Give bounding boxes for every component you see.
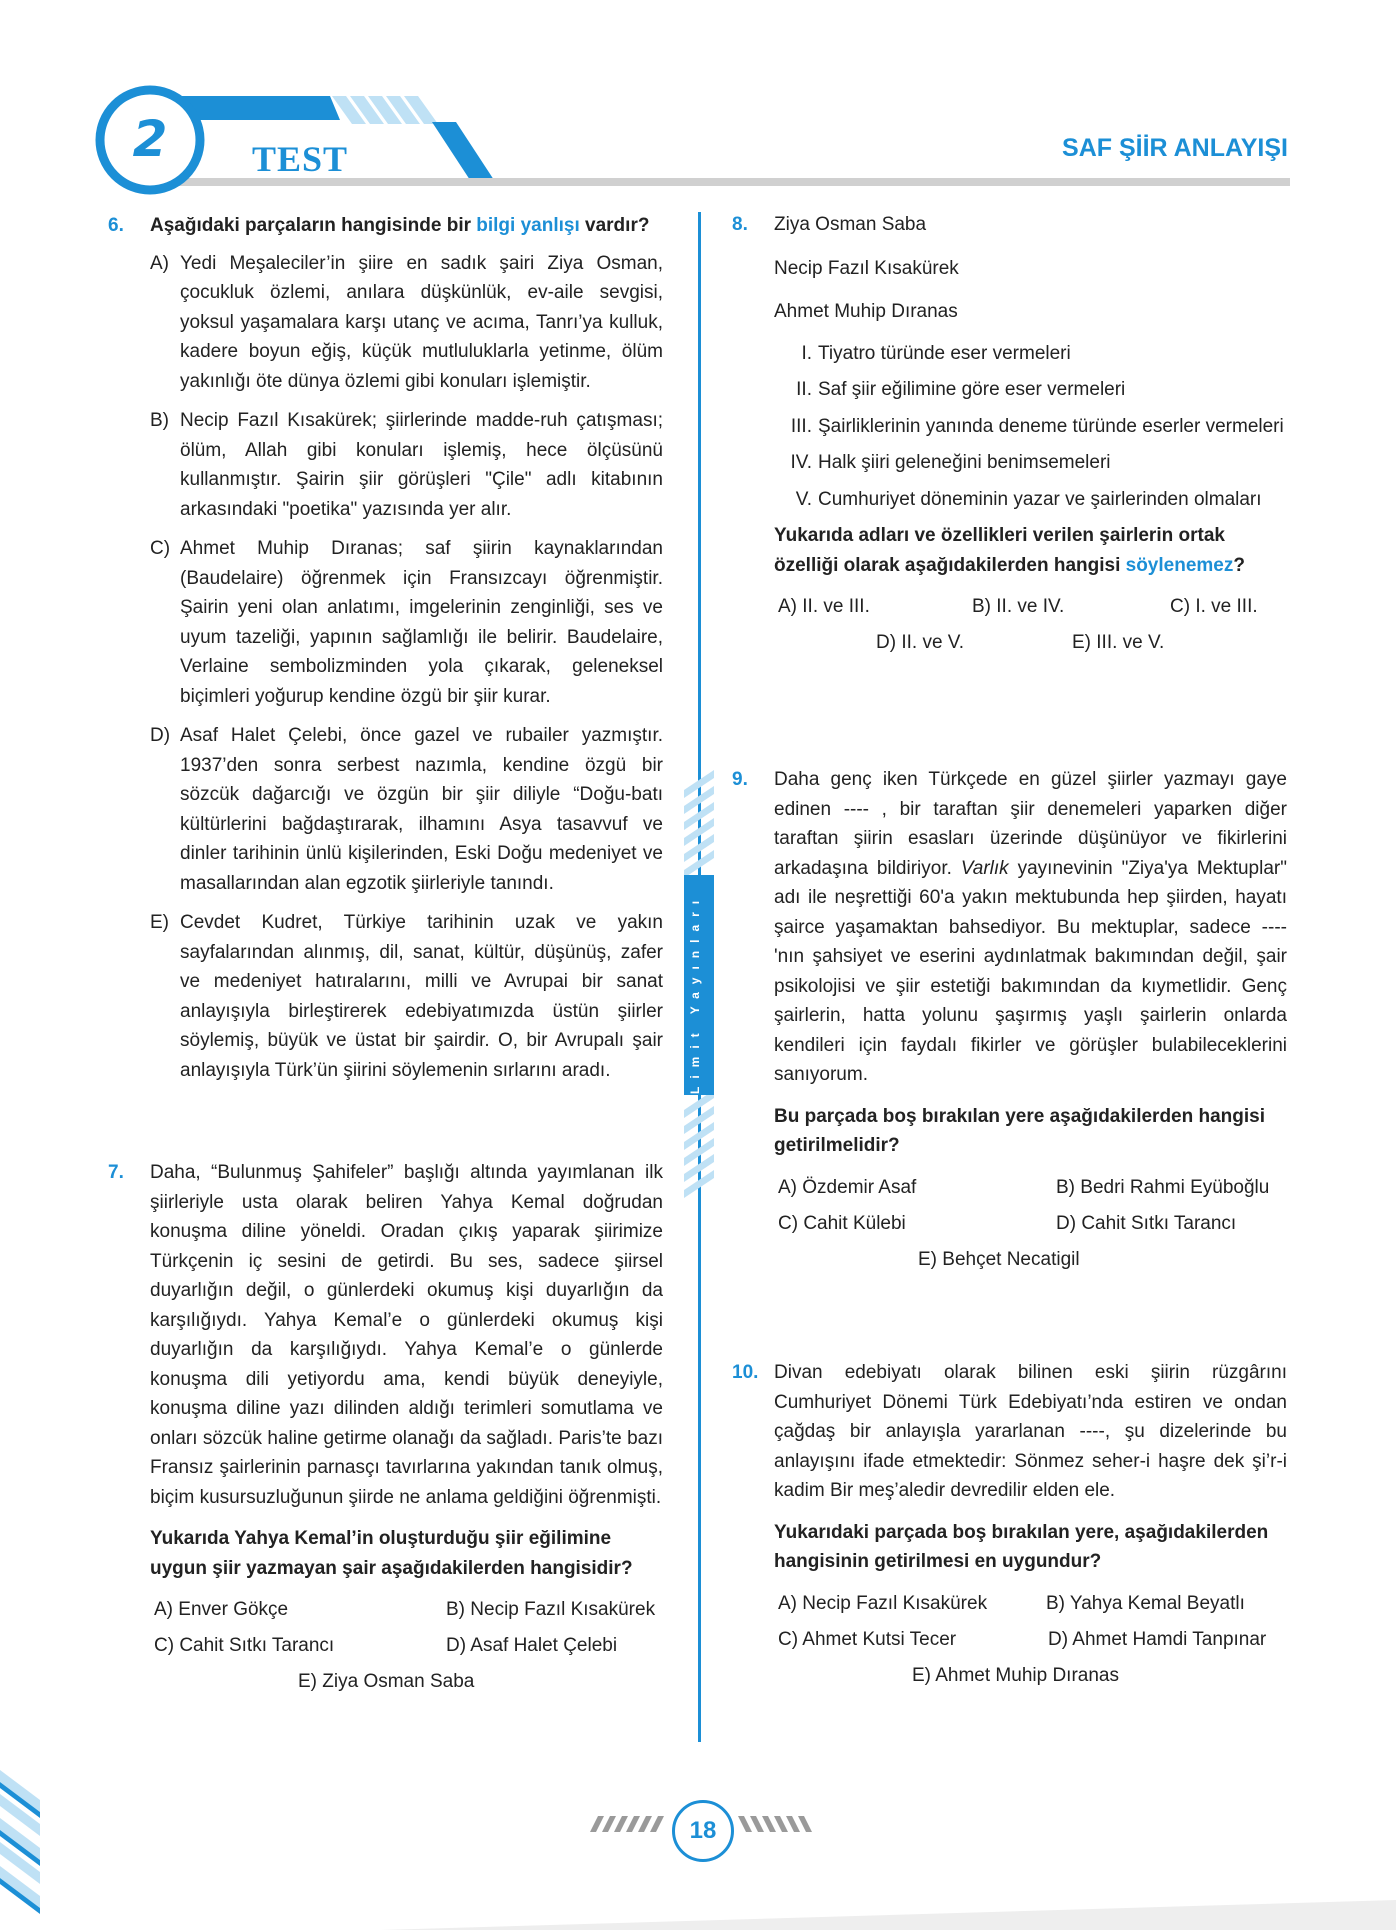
statement-text: Cumhuriyet döneminin yazar ve şairlerinden olmaları <box>818 488 1262 510</box>
answers-row-3 <box>150 1667 663 1703</box>
option-letter: A) <box>150 252 169 274</box>
stem-text: Yukarıda adları ve özellikleri verilen şairlerin ortak özelliği olarak aşağıdakilerden hangisi <box>774 525 1225 576</box>
option-d[interactable] <box>150 721 663 898</box>
answer-d[interactable]: D) Ahmet Hamdi Tanpınar <box>1048 1628 1267 1650</box>
passage-text-cont: yayınevinin "Ziya'ya Mektuplar" adı ile neşrettiği 60'a yakın mektubunda hep şiirden, hayatı şairce yaşamaktan bahsediyor. Bu mektuplar, sadece ---- 'nın şahsiyet ve eserini aydınlatmak bakımından değil, şair psikolojisi ve şiir estetiği bakımından da kıymetlidir. Genç şairlerin, hatta yolunu şaşırmış yaşlı şairlerin onlarda kendileri için faydalı fikirler ve görüşler bulabileceklerini sanıyorum. <box>774 857 1287 1085</box>
question-number: 9. <box>732 769 748 790</box>
page-number: 18 <box>672 1800 734 1862</box>
answers-row-2 <box>774 628 1287 664</box>
statement-4 <box>774 448 1287 478</box>
answer-e[interactable]: E) Ziya Osman Saba <box>298 1671 475 1692</box>
poet-name: Ahmet Muhip Dıranas <box>774 301 958 322</box>
divider-stripes-bottom <box>684 1090 716 1200</box>
roman-numeral: V. <box>795 488 812 510</box>
topic-title: SAF ŞİİR ANLAYIŞI <box>1062 134 1288 162</box>
answer-c[interactable]: C) Ahmet Kutsi Tecer <box>778 1628 957 1650</box>
statement-2 <box>774 375 1287 405</box>
publisher-side-text: Limit Yayınları <box>688 892 702 1094</box>
question-stem <box>774 521 1287 580</box>
question-6 <box>108 211 663 1095</box>
option-text: Yedi Meşaleciler’in şiire en sadık şairi Ziya Osman, çocukluk özlemi, anılara düşkünlük, ev-aile sevgisi, yoksul yaşamalara karşı utanç ve acıma, Tanrı’ya kulluk, kadere boyun eğiş, küçük mutluluklarla yetinme, ölüm yakınlığı öte dünya özlemi gibi konuları işlemiştir. <box>180 252 663 392</box>
question-number: 7. <box>108 1162 124 1183</box>
option-a[interactable] <box>150 249 663 397</box>
answer-c[interactable]: C) Cahit Külebi <box>778 1212 906 1234</box>
statement-text: Halk şiiri geleneğini benimsemeleri <box>818 452 1111 473</box>
answers-row-2 <box>774 1625 1287 1661</box>
question-number: 6. <box>108 215 124 236</box>
question-9 <box>732 765 1287 1281</box>
stem-text: Aşağıdaki parçaların hangisinde bir <box>150 215 477 236</box>
poet-name: Necip Fazıl Kısakürek <box>774 257 959 279</box>
header-decoration <box>0 0 1396 230</box>
answer-e[interactable]: E) Behçet Necatigil <box>918 1248 1080 1270</box>
question-stem: Yukarıda Yahya Kemal’in oluşturduğu şiir eğilimine uygun şiir yazmayan şair aşağıdakilerden hangisidir? <box>150 1528 633 1579</box>
answers-row-3 <box>774 1661 1287 1697</box>
answers-row-2 <box>774 1209 1287 1245</box>
question-stem: Bu parçada boş bırakılan yere aşağıdakilerden hangisi getirilmelidir? <box>774 1105 1266 1156</box>
statement-text: Tiyatro türünde eser vermeleri <box>818 342 1071 364</box>
test-number: 2 <box>132 110 168 168</box>
answer-a[interactable]: A) Enver Gökçe <box>154 1599 289 1620</box>
statement-3 <box>774 412 1287 442</box>
answer-c[interactable]: C) I. ve III. <box>1170 596 1258 617</box>
roman-numeral: II. <box>796 379 812 400</box>
answers-row-1 <box>774 592 1287 628</box>
answer-b[interactable]: B) II. ve IV. <box>972 596 1065 617</box>
passage-text: Daha genç iken Türkçede en güzel şiirler yazmayı gaye edinen ---- , bir taraftan şiir denemeleri yaparken diğer taraftan şiirin esasları üzerinde düşünüyor ve fikirlerini arkadaşına bildiriyor. <box>774 769 1287 879</box>
answer-e[interactable]: E) Ahmet Muhip Dıranas <box>912 1664 1119 1686</box>
option-text: Asaf Halet Çelebi, önce gazel ve rubailer yazmıştır. 1937’den sonra serbest nazımla, kendine özgü bir sözcük dağarcığı ve özgün bir şiir diliyle “Doğu-batı kültürlerini bağdaştırarak, ilhamını Asya tasavvuf ve dinler tarihinin ünlü kişilerinden, Eski Doğu medeniyet ve masallarından alan egzotik şiirleriyle tanındı. <box>180 725 663 894</box>
stem-highlight: bilgi yanlışı <box>476 215 580 236</box>
answers-row-1 <box>774 1173 1287 1209</box>
option-text: Ahmet Muhip Dıranas; saf şiirin kaynaklarından (Baudelaire) öğrenmek için Fransızcayı öğrenmiştir. Şairin yeni olan anlatımı, imgelerinin zenginliği, ses ve uyum tazeliği, yapının sağlamlığı ile belirir. Baudelaire, Verlaine sembolizminden yola çıkarak, geleneksel biçimleri yoğurup kendine özgü bir şiir kurar. <box>180 538 663 707</box>
option-c[interactable] <box>150 534 663 711</box>
stem-highlight: söylenemez <box>1125 554 1234 576</box>
statement-text: Şairliklerinin yanında deneme türünde eserler vermeleri <box>818 415 1284 437</box>
question-stem: Yukarıdaki parçada boş bırakılan yere, aşağıdakilerden hangisinin getirilmesi en uygundur? <box>774 1521 1269 1572</box>
question-7 <box>108 1158 663 1703</box>
statement-1 <box>774 339 1287 369</box>
stem-text-end: vardır? <box>579 215 650 236</box>
roman-numeral: IV. <box>790 452 812 473</box>
answer-d[interactable]: D) Asaf Halet Çelebi <box>446 1635 618 1656</box>
roman-numeral: III. <box>790 415 812 437</box>
passage-italic: Varlık <box>960 857 1009 879</box>
answers-row-3 <box>774 1245 1287 1281</box>
question-passage <box>774 765 1287 1090</box>
option-letter: E) <box>150 912 169 933</box>
divider-stripes-top <box>684 770 716 880</box>
answers-row-2 <box>150 1631 663 1667</box>
question-passage: Divan edebiyatı olarak bilinen eski şiirin rüzgârını Cumhuriyet Dönemi Türk Edebiyatı’nda estiren ve ondan çağdaş bir anlayışla yararlanan ----, şu dizelerinde bu anlayışını ifade etmektedir: Sönmez seher-i haşre dek şi’r-i kadim Bir meş’aledir devredilir elden ele. <box>774 1362 1287 1501</box>
question-number: 10. <box>732 1362 759 1383</box>
answer-a[interactable]: A) Necip Fazıl Kısakürek <box>778 1592 988 1614</box>
answer-d[interactable]: D) Cahit Sıtkı Tarancı <box>1056 1212 1237 1234</box>
answers-row-1 <box>774 1589 1287 1625</box>
question-10 <box>732 1358 1287 1697</box>
option-text: Cevdet Kudret, Türkiye tarihinin uzak ve yakın sayfalarından alınmış, dil, sanat, kültür, düşünüş, zafer ve medeniyet hatıralarını, milli ve Avrupai bir sanat anlayışıyla birleştirerek edebiyatımızda üstün şiirler söylemiş, büyük ve üstat bir şairdir. O, bir Avrupalı şair anlayışıyla Türk’ün şiirini söylemenin sırlarını aradı. <box>180 912 663 1081</box>
answer-b[interactable]: B) Yahya Kemal Beyatlı <box>1046 1592 1245 1614</box>
answer-d[interactable]: D) II. ve V. <box>876 632 964 653</box>
answer-a[interactable]: A) Özdemir Asaf <box>778 1176 917 1198</box>
statement-text: Saf şiir eğilimine göre eser vermeleri <box>818 379 1126 400</box>
option-letter: D) <box>150 725 171 746</box>
option-letter: C) <box>150 538 171 559</box>
test-label: TEST <box>252 139 349 179</box>
question-passage: Daha, “Bulunmuş Şahifeler” başlığı altında yayımlanan ilk şiirleriyle usta olarak beliren Yahya Kemal doğrudan konuşma diline yöneldi. Oradan çıkış yaparak şiirimize Türkçenin iç sesini de getirdi. Bu ses, sadece şiirsel duyarlığın değil, o günlerdeki okumuş kişi duyarlığın da karşılığıydı. Yahya Kemal’e o günlerdeki okumuş kişi duyarlığın da karşılığıydı. Yahya Kemal’e o günlerde konuşma dili yetiyordu ama, kendi büyük deneyiyle, konuşma diline yazı dilinden aldığı terimleri somutlama ve onları sözcük haline getirme olanağı da sağladı. Paris’te bazı Fransız şairlerinin parnasçı tavırlarına yakından tanık olmuş, biçim kusursuzluğunun şiirde ne anlama geldiğini öğrenmişti. <box>150 1162 663 1508</box>
answer-b[interactable]: B) Necip Fazıl Kısakürek <box>446 1599 656 1620</box>
question-8 <box>732 210 1287 664</box>
option-e[interactable] <box>150 908 663 1085</box>
option-text: Necip Fazıl Kısakürek; şiirlerinde madde-ruh çatışması; ölüm, Allah gibi konuları işlemiş, hece ölçüsünü kullanmıştır. Şairin şiir görüşleri "Çile" adlı kitabının arkasındaki "poetika" yazısında yer alır. <box>180 410 663 520</box>
answer-e[interactable]: E) III. ve V. <box>1072 632 1165 653</box>
roman-numeral: I. <box>801 342 812 364</box>
answer-a[interactable]: A) II. ve III. <box>778 596 870 617</box>
question-number: 8. <box>732 214 748 235</box>
option-letter: B) <box>150 410 169 431</box>
statement-5 <box>774 485 1287 515</box>
answers-row-1 <box>150 1595 663 1631</box>
answer-c[interactable]: C) Cahit Sıtkı Tarancı <box>154 1635 335 1656</box>
poet-name: Ziya Osman Saba <box>774 214 927 235</box>
question-stem <box>150 211 663 241</box>
option-b[interactable] <box>150 406 663 524</box>
stem-text-end: ? <box>1233 554 1245 576</box>
answer-b[interactable]: B) Bedri Rahmi Eyüboğlu <box>1056 1176 1270 1198</box>
